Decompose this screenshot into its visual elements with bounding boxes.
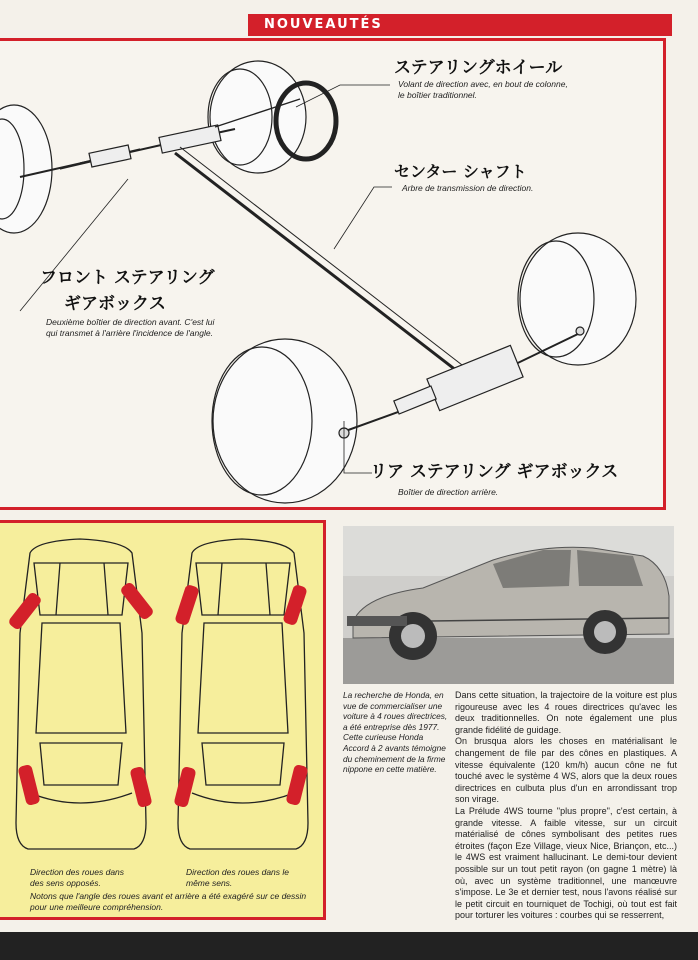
label-front-gearbox-jp-line1: フロント ステアリング: [40, 268, 215, 288]
label-steering-wheel-fr: Volant de direction avec, en bout de colonne, le boîtier traditionnel.: [398, 79, 568, 100]
article-body: [455, 690, 677, 922]
rear-left-wheel: [213, 339, 357, 503]
article-paragraph: Dans cette situation, la trajectoire de la voiture est plus rigoureuse avec les 4 roues directrices qu'avec les deux traditionnelles. On note également une plus grande fidélité de guidage.: [455, 690, 677, 735]
wheel-right-front-right: [282, 584, 308, 626]
wheel-left-front-right: [119, 581, 155, 621]
photo-caption: La recherche de Honda, en vue de commercialiser une voiture à 4 roues directrices, a été entreprise dès 1977. Cette curieuse Honda Accord à 2 avants témoigne du cheminement de la firme nippone en cette matière.: [343, 690, 448, 775]
label-center-shaft-fr: Arbre de transmission de direction.: [402, 183, 534, 193]
rear-right-wheel: [520, 233, 636, 365]
cars-comparison-panel: [0, 520, 326, 920]
cars-top-view-drawing: [0, 523, 326, 923]
wheel-right-front-left: [174, 584, 200, 626]
label-rear-gearbox-fr: Boîtier de direction arrière.: [398, 487, 499, 497]
label-front-gearbox-fr: Deuxième boîtier de direction avant. C'est lui qui transmet à l'arrière l'incidence de l'angle.: [46, 317, 215, 338]
article-paragraph: On brusqua alors les choses en matérialisant le changement de file par des cônes en plastiques. A vitesse équivalente (120 km/h) aucun cône ne fut touché avec le système 4 WS, alors que la deux roues directrices en culbuta plus d'un en arrondissant trop son virage.: [455, 736, 677, 805]
wheel-left-rear-left: [17, 764, 40, 806]
label-center-shaft-jp: センター シャフト: [394, 162, 527, 181]
honda-accord-photo: [343, 526, 674, 684]
label-steering-wheel-jp: ステアリングホイール: [394, 58, 563, 78]
label-rear-gearbox-jp: リア ステアリング ギアボックス: [370, 462, 619, 482]
page-bottom-edge: [0, 932, 698, 960]
article-paragraph: La Prélude 4WS tourne ''plus propre'', c'est certain, à grande vitesse. A faible vitesse, sur un circuit matérialisé de cônes symbolisant des petites rues étroites (façon Eze Village, vieux Nice, Briançon, etc...) le 4WS est vraiment hallucinant. Le demi-tour devient possible sur un tout petit rayon (on gagne 1 mètre) là où, avec un système traditionnel, une manœuvre s'impose. Le 3e et dernier test, nous l'avons réalisé sur le petit circuit en tourniquet de Tochigi, où tout est fait pour torturer les voitures : courbes qui se resserrent,: [455, 805, 677, 921]
caption-exaggeration-note: Notons que l'angle des roues avant et arrière a été exagéré sur ce dessin pour une meilleure compréhension.: [30, 891, 307, 912]
wheel-right-rear-left: [173, 766, 196, 808]
wheel-right-rear-right: [285, 764, 308, 806]
caption-same-direction: Direction des roues dans le même sens.: [186, 867, 290, 888]
car-photo-illustration: [343, 526, 674, 684]
caption-opposite-directions: Direction des roues dans des sens opposés.: [30, 867, 125, 888]
steering-diagram-panel: [0, 38, 666, 510]
wheel-left-rear-right: [129, 766, 152, 808]
label-front-gearbox-jp-line2: ギアボックス: [64, 294, 166, 314]
section-title: NOUVEAUTÉS: [264, 17, 383, 32]
section-header: [248, 14, 672, 36]
front-left-wheel: [0, 105, 52, 233]
